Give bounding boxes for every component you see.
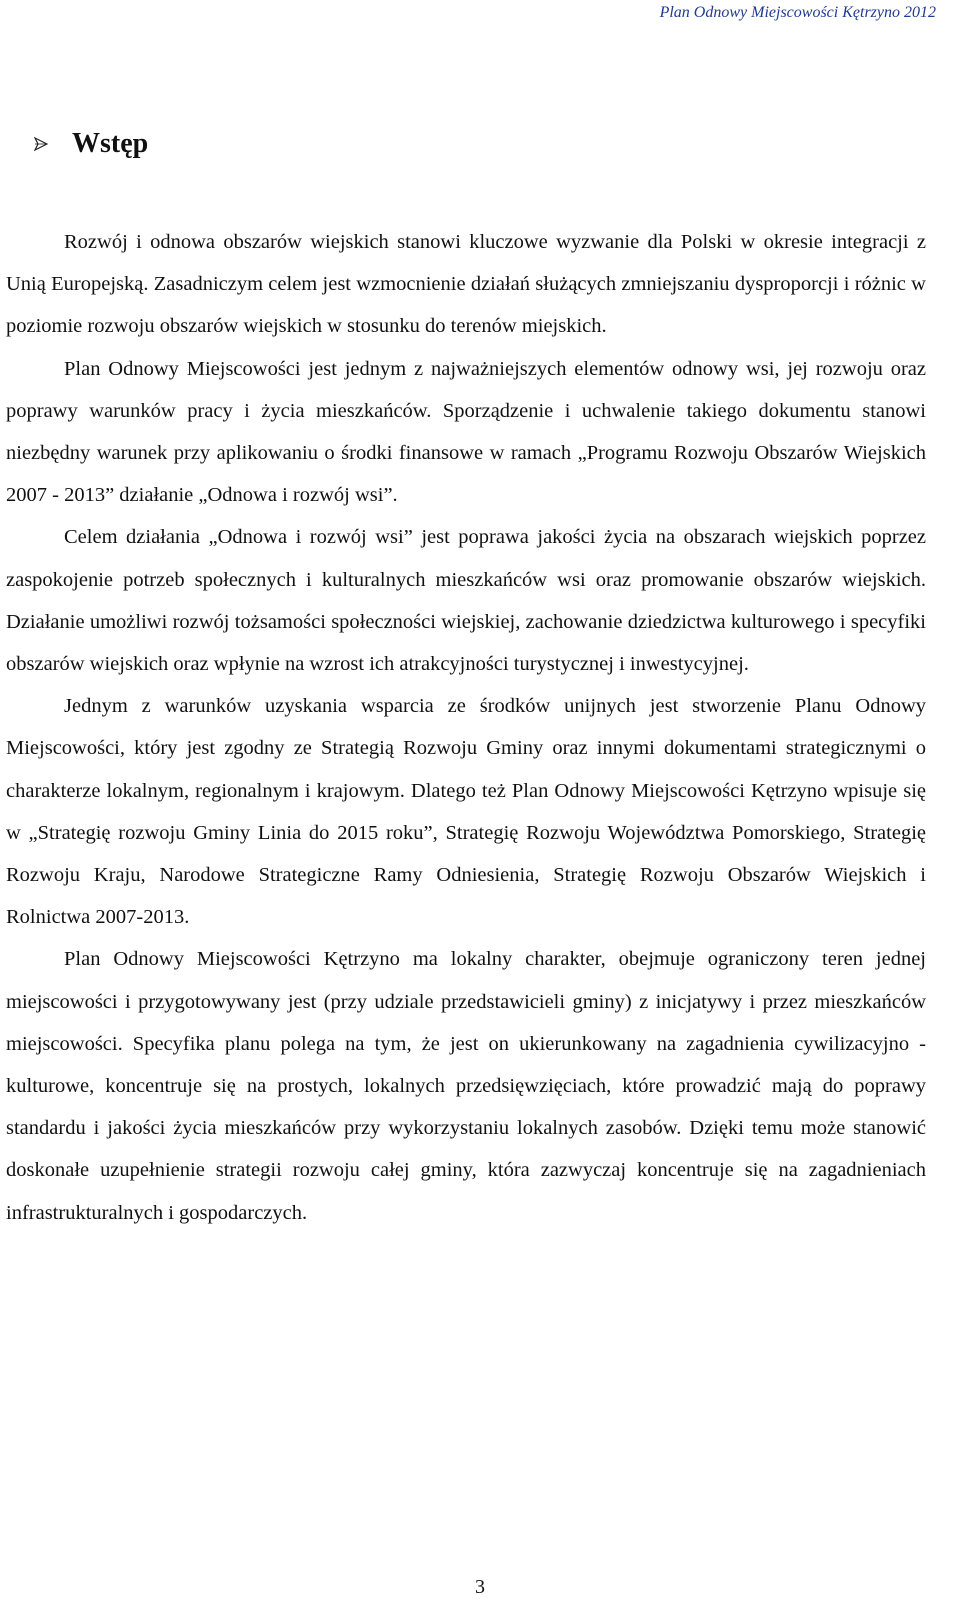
running-header: Plan Odnowy Miejscowości Kętrzyno 2012 — [659, 4, 936, 21]
body-text — [6, 221, 926, 1234]
page-number: 3 — [475, 1576, 485, 1598]
arrowhead-outline-icon — [34, 137, 48, 151]
paragraph-4: Jednym z warunków uzyskania wsparcia ze środków unijnych jest stworzenie Planu Odnowy Miejscowości, który jest zgodny ze Strategią Rozwoju Gminy oraz innymi dokumentami strategicznymi o charakterze lokalnym, regionalnym i krajowym. Dlatego też Plan Odnowy Miejscowości Kętrzyno wpisuje się w „Strategię rozwoju Gminy Linia do 2015 roku”, Strategię Rozwoju Województwa Pomorskiego, Strategię Rozwoju Kraju, Narodowe Strategiczne Ramy Odniesienia, Strategię Rozwoju Obszarów Wiejskich i Rolnictwa 2007-2013. — [6, 695, 926, 929]
section-heading — [34, 128, 148, 160]
paragraph-5: Plan Odnowy Miejscowości Kętrzyno ma lokalny charakter, obejmuje ograniczony teren jednej miejscowości i przygotowywany jest (przy udziale przedstawicieli gminy) z inicjatywy i przez mieszkańców miejscowości. Specyfika planu polega na tym, że jest on ukierunkowany na zagadnienia cywilizacyjno - kulturowe, koncentruje się na prostych, lokalnych przedsięwzięciach, które prowadzić mają do poprawy standardu i jakości życia mieszkańców przy wykorzystaniu lokalnych zasobów. Dzięki temu może stanowić doskonałe uzupełnienie strategii rozwoju całej gminy, która zazwyczaj koncentruje się na zagadnieniach infrastrukturalnych i gospodarczych. — [6, 948, 926, 1224]
paragraph-3: Celem działania „Odnowa i rozwój wsi” jest poprawa jakości życia na obszarach wiejskich poprzez zaspokojenie potrzeb społecznych i kulturalnych mieszkańców wsi oraz promowanie obszarów wiejskich. Działanie umożliwi rozwój tożsamości społeczności wiejskiej, zachowanie dziedzictwa kulturowego i specyfiki obszarów wiejskich oraz wpłynie na wzrost ich atrakcyjności turystycznej i inwestycyjnej. — [6, 526, 926, 676]
paragraph-2: Plan Odnowy Miejscowości jest jednym z najważniejszych elementów odnowy wsi, jej rozwoju oraz poprawy warunków pracy i życia mieszkańców. Sporządzenie i uchwalenie takiego dokumentu stanowi niezbędny warunek przy aplikowaniu o środki finansowe w ramach „Programu Rozwoju Obszarów Wiejskich 2007 - 2013” działanie „Odnowa i rozwój wsi”. — [6, 357, 926, 507]
section-title: Wstęp — [72, 128, 149, 159]
paragraph-1: Rozwój i odnowa obszarów wiejskich stanowi kluczowe wyzwanie dla Polski w okresie integracji z Unią Europejską. Zasadniczym celem jest wzmocnienie działań służących zmniejszaniu dysproporcji i różnic w poziomie rozwoju obszarów wiejskich w stosunku do terenów miejskich. — [6, 231, 926, 338]
